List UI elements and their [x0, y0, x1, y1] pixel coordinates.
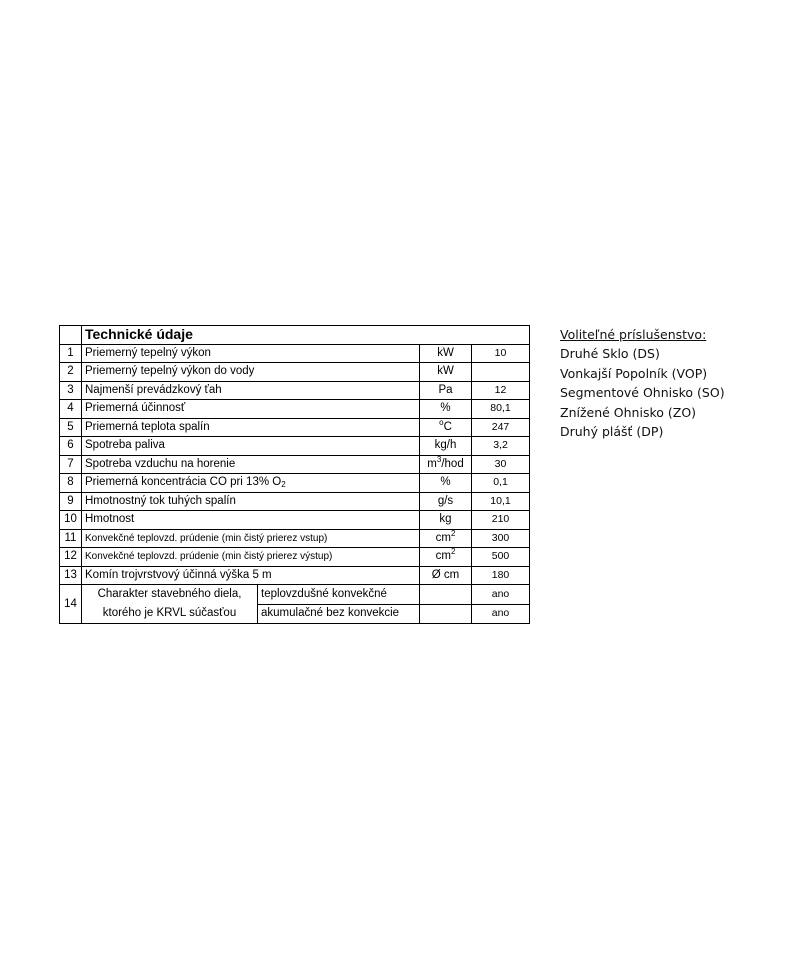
row-unit: kg/h	[420, 437, 472, 456]
row-number: 4	[60, 400, 82, 419]
row-number: 10	[60, 511, 82, 530]
row-number: 12	[60, 548, 82, 567]
table-row	[60, 492, 530, 511]
row-number: 13	[60, 566, 82, 585]
row-value: 10,1	[472, 492, 530, 511]
row-number: 1	[60, 344, 82, 363]
row-number: 11	[60, 529, 82, 548]
row-unit-empty	[420, 585, 472, 605]
row-unit	[420, 418, 472, 437]
table-row	[60, 548, 530, 567]
row-unit	[420, 455, 472, 474]
table-row	[60, 566, 530, 585]
row-number: 7	[60, 455, 82, 474]
row-label: Hmotnostný tok tuhých spalín	[82, 492, 420, 511]
table-row	[60, 455, 530, 474]
unit-square-sup: 2	[450, 529, 456, 538]
row-unit	[420, 529, 472, 548]
row-value: 3,2	[472, 437, 530, 456]
row-number: 5	[60, 418, 82, 437]
row-value: 300	[472, 529, 530, 548]
table-row	[60, 529, 530, 548]
unit-post: /hod	[441, 457, 464, 470]
row-label: Spotreba vzduchu na horenie	[82, 455, 420, 474]
row-number: 9	[60, 492, 82, 511]
row-label	[82, 474, 420, 493]
row-unit: %	[420, 474, 472, 493]
label-pre: Priemerná koncentrácia CO pri 13% O	[85, 476, 282, 489]
row-unit: kW	[420, 363, 472, 382]
row-label-line1: Charakter stavebného diela,	[97, 588, 242, 600]
row-value: 180	[472, 566, 530, 585]
unit-degree-sup: o	[439, 418, 444, 427]
accessory-item: Vonkajší Popolník (VOP)	[560, 365, 708, 381]
table-row	[60, 511, 530, 530]
row-value: 500	[472, 548, 530, 567]
row-label-merged	[82, 585, 258, 624]
row-value: 30	[472, 455, 530, 474]
row-label: Komín trojvrstvový účinná výška 5 m	[82, 566, 420, 585]
table-row	[60, 474, 530, 493]
row-number: 2	[60, 363, 82, 382]
accessory-item: Segmentové Ohnisko (SO)	[560, 385, 725, 400]
accessory-item: Druhý plášť (DP)	[560, 424, 664, 439]
unit-main: cm	[435, 550, 451, 563]
unit-main: C	[443, 420, 452, 433]
table-row	[60, 363, 530, 382]
row-value: 12	[472, 381, 530, 400]
row-number: 8	[60, 474, 82, 493]
row-value: ano	[472, 604, 530, 624]
table-row	[60, 585, 530, 605]
table-row	[60, 418, 530, 437]
row-unit: kg	[420, 511, 472, 530]
table-row	[60, 381, 530, 400]
row-label: Priemerná účinnosť	[82, 400, 420, 419]
row-number: 6	[60, 437, 82, 456]
row-value: 10	[472, 344, 530, 363]
row-unit: g/s	[420, 492, 472, 511]
row-label: Priemerný tepelný výkon do vody	[82, 363, 420, 382]
row-unit: %	[420, 400, 472, 419]
row-label-line2: ktorého je KRVL súčasťou	[102, 607, 237, 619]
row-value: 247	[472, 418, 530, 437]
unit-square-sup: 2	[450, 547, 456, 557]
row-unit-empty	[420, 604, 472, 624]
table-row	[60, 344, 530, 363]
row-label: Najmenší prevádzkový ťah	[82, 381, 420, 400]
title-num-cell	[60, 326, 82, 345]
row-unit: Pa	[420, 381, 472, 400]
row-unit: kW	[420, 344, 472, 363]
row-label: Konvekčné teplovzd. prúdenie (min čistý prierez výstup)	[82, 548, 420, 567]
row-value: 80,1	[472, 400, 530, 419]
row-label: Konvekčné teplovzd. prúdenie (min čistý prierez vstup)	[82, 529, 420, 548]
unit-main: cm	[435, 531, 451, 544]
table-title-row	[60, 326, 530, 345]
row-label: Priemerná teplota spalín	[82, 418, 420, 437]
row-sublabel: teplovzdušné konvekčné	[258, 585, 420, 605]
row-label: Priemerný tepelný výkon	[82, 344, 420, 363]
row-number: 3	[60, 381, 82, 400]
row-value: 0,1	[472, 474, 530, 493]
optional-accessories	[560, 325, 725, 442]
row-unit: Ø cm	[420, 566, 472, 585]
row-sublabel: akumulačné bez konvekcie	[258, 604, 420, 624]
row-label: Hmotnost	[82, 511, 420, 530]
accessory-item: Znížené Ohnisko (ZO)	[560, 404, 697, 420]
unit-pre: m	[427, 457, 437, 470]
accessories-title: Voliteľné príslušenstvo:	[560, 327, 707, 342]
table-title: Technické údaje	[82, 326, 530, 345]
label-sub: 2	[281, 480, 286, 490]
table-row	[60, 400, 530, 419]
row-value: 210	[472, 511, 530, 530]
technical-data-table	[59, 325, 530, 624]
row-unit	[420, 548, 472, 567]
table-row	[60, 437, 530, 456]
row-label: Spotreba paliva	[82, 437, 420, 456]
row-number: 14	[60, 585, 82, 624]
accessory-item: Druhé Sklo (DS)	[560, 346, 660, 361]
unit-cube-sup: 3	[436, 455, 442, 464]
row-value: ano	[472, 585, 530, 605]
row-value	[472, 363, 530, 382]
